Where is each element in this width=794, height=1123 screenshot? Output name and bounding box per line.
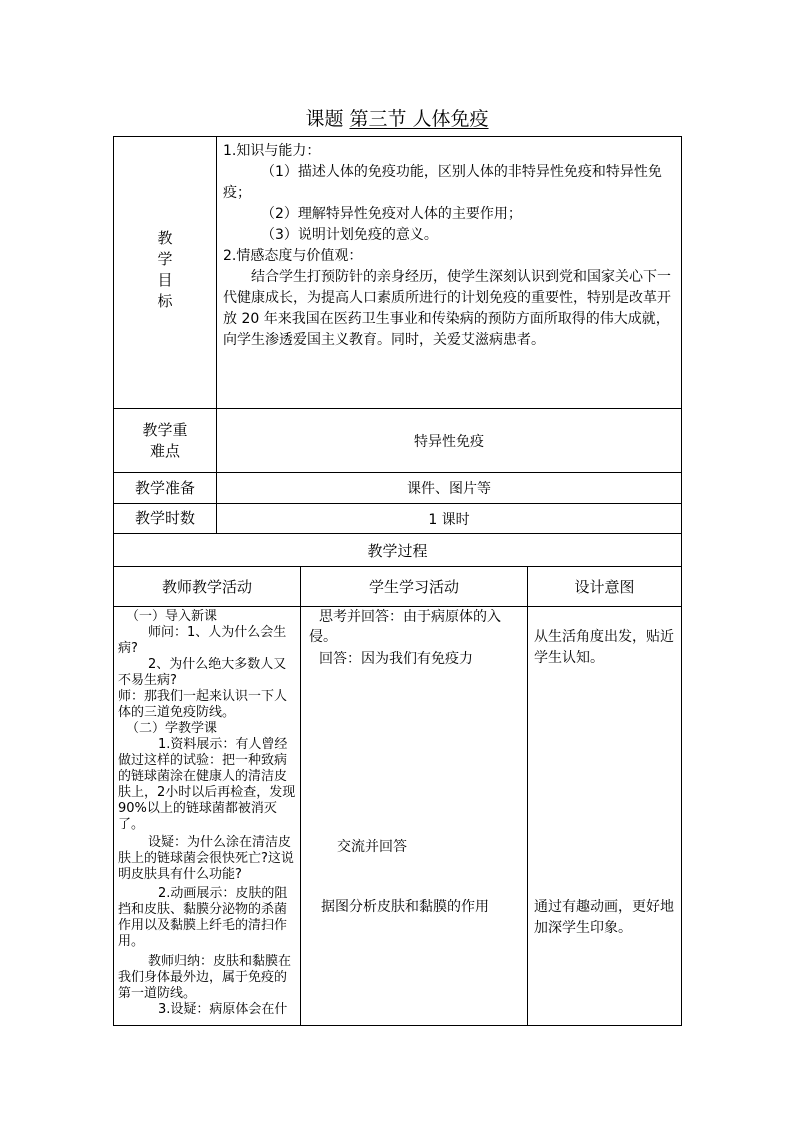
teacher-line: 3.设疑：病原体会在什 bbox=[158, 1002, 288, 1017]
key-points-label-line-2: 难点 bbox=[149, 441, 180, 460]
objectives-heading-2: 2.情感态度与价值观： bbox=[223, 248, 363, 264]
key-points-label bbox=[114, 409, 217, 473]
page-title bbox=[0, 104, 794, 131]
class-hours-label: 教学时数 bbox=[114, 504, 217, 534]
key-points-row bbox=[114, 409, 682, 473]
objectives-paragraph: 结合学生打预防针的亲身经历，使学生深刻认识到党和国家关心下一代健康成长，为提高人口素质所进行的计划免疫的重要性，特别是改革开放 20 年来我国在医药卫生事业和传染病的预防方面所取得的伟大成就，向学生渗透爱国主义教育。同时，关爱艾滋病患者。 bbox=[223, 269, 671, 348]
teacher-line: 教师归纳：皮肤和黏膜在我们身体最外边，属于免疫的第一道防线。 bbox=[118, 954, 292, 1001]
objectives-item-1 bbox=[223, 162, 675, 204]
objectives-label-char: 教 bbox=[157, 228, 173, 247]
title-label: 课题 bbox=[305, 108, 344, 130]
title-subject: 第三节 人体免疫 bbox=[349, 108, 489, 130]
class-hours-row bbox=[114, 504, 682, 534]
objectives-label-char: 标 bbox=[157, 291, 173, 310]
teacher-activities bbox=[114, 607, 301, 1026]
col-design-header: 设计意图 bbox=[528, 567, 682, 607]
key-points-label-line-1: 教学重 bbox=[142, 420, 188, 439]
teacher-line: 师问：1、人为什么会生病? bbox=[118, 625, 287, 656]
lesson-plan-table bbox=[113, 136, 682, 1026]
objectives-row bbox=[114, 137, 682, 409]
col-teacher-header: 教师教学活动 bbox=[114, 567, 301, 607]
objectives-label-char: 目 bbox=[157, 270, 173, 289]
process-content-row bbox=[114, 607, 682, 1026]
design-line: 通过有趣动画，更好地加深学生印象。 bbox=[534, 899, 674, 936]
objectives-label bbox=[114, 137, 217, 409]
design-line bbox=[534, 627, 680, 669]
student-activities bbox=[301, 607, 528, 1026]
preparation-label: 教学准备 bbox=[114, 473, 217, 504]
col-student-header: 学生学习活动 bbox=[301, 567, 528, 607]
objectives-item-1-text: （1）描述人体的免疫功能，区别人体的非特异性免疫和特异性免疫； bbox=[223, 164, 662, 201]
teacher-line: 2、为什么绝大多数人又不易生病? bbox=[118, 657, 287, 688]
objectives-content bbox=[217, 137, 682, 409]
student-line: 交流并回答 bbox=[337, 839, 407, 855]
teacher-line: 1.资料展示：有人曾经做过这样的试验：把一种致病的链球菌涂在健康人的清洁皮肤上，2小时以后再检查，发现 90%以上的链球菌都被消灭了。 bbox=[118, 737, 296, 832]
objectives-item-3: （3）说明计划免疫的意义。 bbox=[261, 227, 438, 243]
student-line: 思考并回答：由于病原体的入侵。 bbox=[309, 609, 501, 645]
teacher-line: 师：那我们一起来认识一下人体的三道免疫防线。 bbox=[118, 689, 288, 720]
teacher-line: 设疑：为什么涂在清洁皮肤上的链球菌会很快死亡?这说明皮肤具有什么功能? bbox=[118, 835, 294, 882]
student-line: 回答：因为我们有免疫力 bbox=[319, 651, 473, 667]
class-hours-value: 1 课时 bbox=[217, 504, 682, 534]
design-intent bbox=[528, 607, 682, 1026]
design-line-1-text: 从生活角度出发，贴近学生认知。 bbox=[534, 629, 674, 666]
teacher-line: （一）导入新课 bbox=[126, 609, 218, 624]
teacher-line: （二）学教学课 bbox=[126, 721, 218, 736]
objectives-label-char: 学 bbox=[157, 249, 173, 268]
preparation-value: 课件、图片等 bbox=[217, 473, 682, 504]
process-heading-row bbox=[114, 534, 682, 567]
objectives-heading-1: 1.知识与能力： bbox=[223, 143, 321, 159]
preparation-row bbox=[114, 473, 682, 504]
student-line: 据图分析皮肤和黏膜的作用 bbox=[321, 899, 489, 915]
key-points-value: 特异性免疫 bbox=[217, 409, 682, 473]
process-heading: 教学过程 bbox=[114, 534, 682, 567]
objectives-item-2: （2）理解特异性免疫对人体的主要作用； bbox=[261, 206, 522, 222]
teacher-line: 2.动画展示：皮肤的阻挡和皮肤、黏膜分泌物的杀菌作用以及黏膜上纤毛的清扫作用。 bbox=[118, 886, 288, 949]
process-column-headers bbox=[114, 567, 682, 607]
